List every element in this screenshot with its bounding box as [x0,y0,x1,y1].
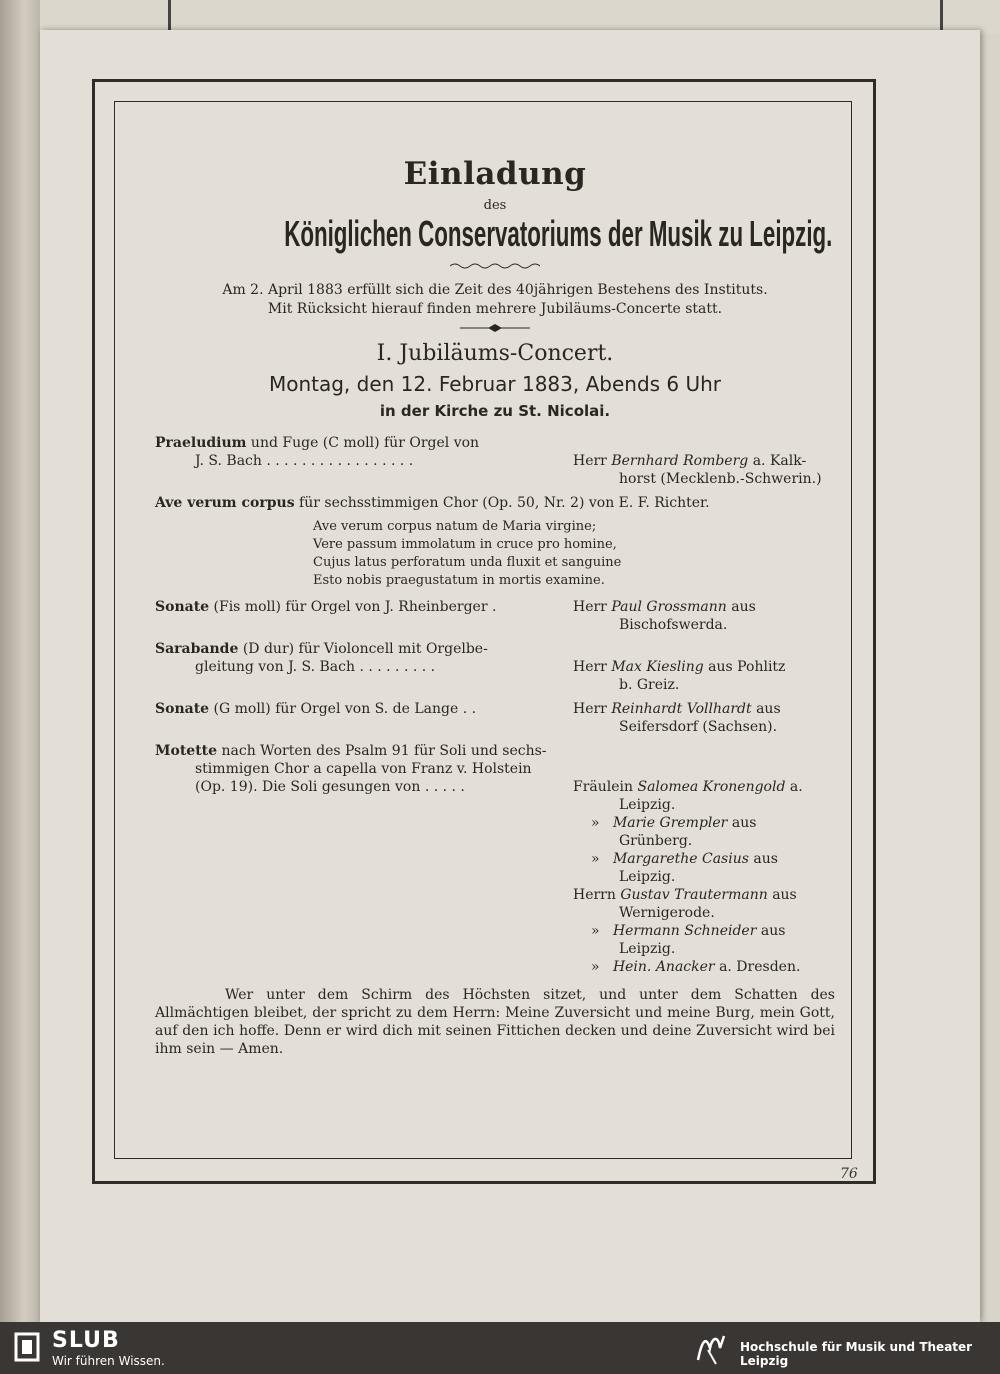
soloist-origin: Leipzig. [619,941,676,957]
work-composer: gleitung von J. S. Bach . . . . . . . . . [195,659,436,675]
soloist-suffix: a. Dresden. [719,959,801,975]
program-item-2 [155,494,835,512]
strip-rule-left [168,0,171,34]
soloist-suffix: aus [753,851,778,867]
program-item-1 [155,434,835,488]
performer-name: Reinhardt Vollhardt [611,701,752,717]
latin-line: Vere passum immolatum in cruce pro homine, [313,537,617,552]
soloist-list [573,778,835,976]
soloist-prefix: » [591,959,600,975]
performer-name: Max Kiesling [611,659,704,675]
performer-origin: Seifersdorf (Sachsen). [619,719,778,735]
work-text: für sechsstimmigen Chor (Op. 50, Nr. 2) von E. F. Richter. [294,495,710,511]
soloist [573,958,835,976]
work-text: (Fis moll) für Orgel von J. Rheinberger . [209,599,497,615]
program-item-5 [155,700,835,736]
latin-line: Ave verum corpus natum de Maria virgine; [313,519,597,534]
soloist [573,778,835,796]
performer-suffix: aus [756,701,781,717]
soloist-suffix: a. [789,779,803,795]
performer-name: Bernhard Romberg [611,453,749,469]
strip-rule-right [940,0,943,34]
page-title: Einladung [403,156,587,192]
performer-prefix: Herr [573,701,607,717]
previous-page-edge [0,0,40,1322]
intro-line-1: Am 2. April 1883 erfüllt sich die Zeit des 40jährigen Bestehens des Instituts. [222,282,768,298]
program-item-6 [155,742,835,976]
work-composer: stimmigen Chor a capella von Franz v. Holstein [195,761,532,777]
page-number: 76 [840,1166,858,1182]
intro-text [155,281,835,319]
concert-title: I. Jubiläums-Concert. [376,341,614,366]
work-composer: J. S. Bach . . . . . . . . . . . . . . . . . [195,453,414,469]
work-text: nach Worten des Psalm 91 für Soli und sechs- [217,743,547,759]
performer-origin: Bischofswerda. [619,617,728,633]
work-text: und Fuge (C moll) für Orgel von [246,435,480,451]
program-list [155,434,835,976]
concert-date: Montag, den 12. Februar 1883, Abends 6 Uhr [268,372,722,396]
performer-prefix: Herr [573,599,607,615]
latin-line: Cujus latus perforatum unda fluxit et sanguine [313,555,622,570]
performer-suffix: aus Pohlitz [708,659,786,675]
divider-ornament-icon [460,323,530,333]
soloist-origin: Grünberg. [619,833,693,849]
footer-bar [0,1322,1000,1374]
program-item-4 [155,640,835,694]
work-title: Motette [155,743,218,759]
performer-prefix: Herr [573,659,607,675]
soloist-origin: Wernigerode. [619,905,715,921]
performer-origin: b. Greiz. [619,677,680,693]
work-title: Sonate [155,701,210,717]
title-connector: des [483,198,507,213]
hmt-logo-icon[interactable] [694,1330,732,1366]
soloist-origin: Leipzig. [619,797,676,813]
slub-name[interactable]: SLUB [52,1328,120,1353]
soloist-name: Hermann Schneider [612,923,757,939]
soloist-prefix: » [591,851,600,867]
work-composer: (Op. 19). Die Soli gesungen von . . . . . [195,779,465,795]
institute-name: Königlichen Conservatoriums der Musik zu Leipzig. [284,213,833,254]
soloist-suffix: aus [760,923,786,939]
soloist-name: Marie Grempler [612,815,728,831]
slub-tagline: Wir führen Wissen. [52,1354,165,1368]
work-title: Sarabande [155,641,239,657]
performer-prefix: Herr [573,453,607,469]
soloist-prefix: Fräulein [573,779,634,795]
soloist [573,922,835,940]
soloist-prefix: » [591,815,600,831]
work-title: Sonate [155,599,210,615]
soloist-suffix: aus [731,815,757,831]
squiggle-ornament-icon [450,261,540,271]
performer-suffix: aus [731,599,756,615]
work-text: (D dur) für Violoncell mit Orgelbe- [238,641,488,657]
performer-suffix: a. Kalk- [752,453,807,469]
soloist-name: Gustav Trautermann [620,887,768,903]
soloist-name: Salomea Kronengold [637,779,786,795]
program-item-3 [155,598,835,634]
soloist [573,814,835,832]
document-content [155,150,835,1058]
performer-origin: horst (Mecklenb.-Schwerin.) [619,471,822,487]
soloist [573,886,835,904]
work-text: (G moll) für Orgel von S. de Lange . . [209,701,477,717]
slub-logo-icon[interactable] [14,1332,40,1362]
soloist [573,850,835,868]
soloist-name: Hein. Anacker [612,959,715,975]
hmt-name[interactable]: Hochschule für Musik und Theater Leipzig [740,1340,973,1368]
closing-text: Wer unter dem Schirm des Höchsten sitzet, und unter dem Schatten des Allmächtigen bleibet, der spricht zu dem Herrn: Meine Zuversicht und meine Burg, mein Gott, auf den ich hoffe. Denn er wird dich mit seinen Fittichen decken und deine Zuversicht wird bei ihm sein — Amen. [155,987,835,1057]
soloist-prefix: Herrn [573,887,616,903]
work-title: Ave verum corpus [155,495,295,511]
latin-text [155,518,835,590]
intro-line-2: Mit Rücksicht hierauf finden mehrere Jubiläums-Concerte statt. [267,301,723,317]
soloist-prefix: » [591,923,600,939]
performer-name: Paul Grossmann [611,599,727,615]
soloist-origin: Leipzig. [619,869,676,885]
soloist-name: Margarethe Casius [612,851,749,867]
latin-line: Esto nobis praegustatum in mortis examine. [313,573,605,588]
previous-page-strip [40,0,1000,34]
work-title: Praeludium [155,435,247,451]
soloist-suffix: aus [772,887,797,903]
concert-venue: in der Kirche zu St. Nicolai. [379,402,611,420]
